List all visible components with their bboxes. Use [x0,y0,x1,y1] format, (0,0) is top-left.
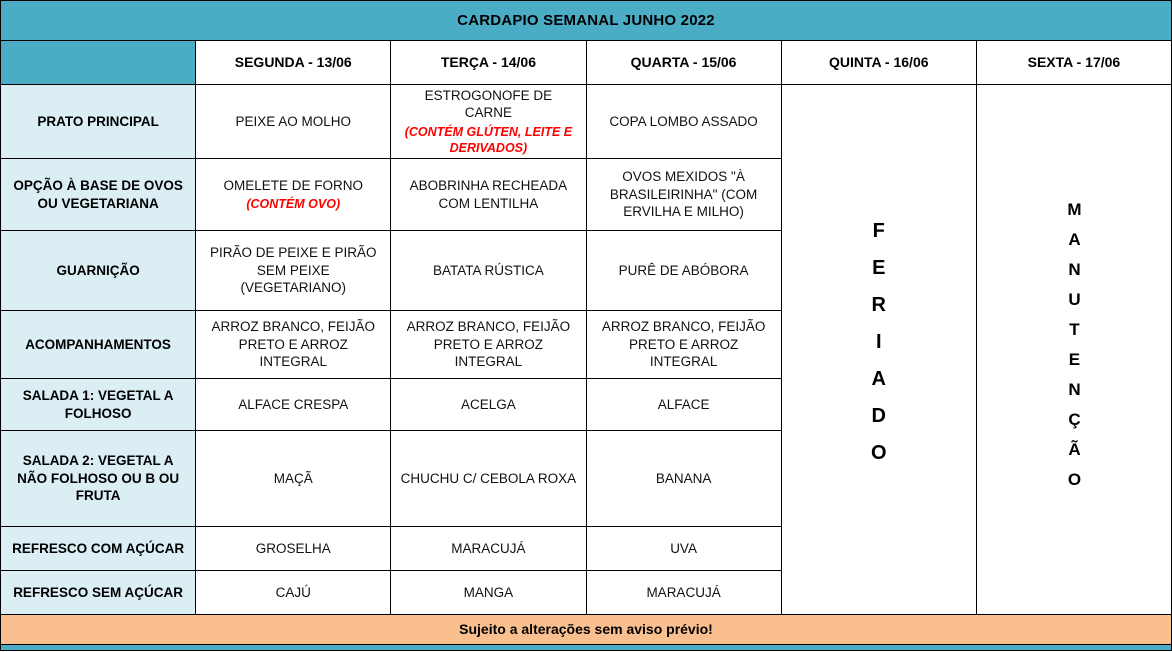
menu-title: CARDAPIO SEMANAL JUNHO 2022 [1,1,1171,40]
cell-refresco-sem-terca: MANGA [391,571,585,614]
cell-opcao-terca: ABOBRINHA RECHEADA COM LENTILHA [391,159,585,230]
dish-name: OMELETE DE FORNO [223,177,363,193]
row-label-acompanhamentos: ACOMPANHAMENTOS [1,311,195,378]
cell-refresco-sem-segunda: CAJÚ [196,571,390,614]
manutencao-vertical-text: MANUTENÇÃO [1064,199,1084,500]
row-label-refresco-com-acucar: REFRESCO COM AÇÚCAR [1,527,195,570]
cell-salada1-terca: ACELGA [391,379,585,430]
cell-refresco-com-terca: MARACUJÁ [391,527,585,570]
feriado-vertical-text: FERIADO [867,220,890,479]
cell-guarnicao-quarta: PURÊ DE ABÓBORA [587,231,781,310]
column-header-sexta: SEXTA - 17/06 [977,41,1171,84]
cell-opcao-quarta: OVOS MEXIDOS "À BRASILEIRINHA" (COM ERVILHA E MILHO) [587,159,781,230]
quinta-feriado-cell [782,85,976,614]
cell-salada1-segunda: ALFACE CRESPA [196,379,390,430]
row-label-guarnicao: GUARNIÇÃO [1,231,195,310]
column-header-quarta: QUARTA - 15/06 [587,41,781,84]
row-label-opcao-ovos-vegetariana: OPÇÃO À BASE DE OVOS OU VEGETARIANA [1,159,195,230]
column-header-segunda: SEGUNDA - 13/06 [196,41,390,84]
cell-salada2-segunda: MAÇÃ [196,431,390,526]
cell-opcao-segunda [196,159,390,230]
corner-cell [1,41,195,84]
cell-salada2-terca: CHUCHU C/ CEBOLA ROXA [391,431,585,526]
allergen-note: (CONTÉM OVO) [246,197,341,212]
row-label-salada-2: SALADA 2: VEGETAL A NÃO FOLHOSO OU B OU FRUTA [1,431,195,526]
cell-refresco-com-quarta: UVA [587,527,781,570]
cell-prato-principal-quarta: COPA LOMBO ASSADO [587,85,781,158]
cell-guarnicao-terca: BATATA RÚSTICA [391,231,585,310]
cell-refresco-sem-quarta: MARACUJÁ [587,571,781,614]
cell-prato-principal-segunda: PEIXE AO MOLHO [196,85,390,158]
row-label-prato-principal: PRATO PRINCIPAL [1,85,195,158]
cell-acompanhamentos-terca: ARROZ BRANCO, FEIJÃO PRETO E ARROZ INTEGRAL [391,311,585,378]
row-label-refresco-sem-acucar: REFRESCO SEM AÇÚCAR [1,571,195,614]
row-label-salada-1: SALADA 1: VEGETAL A FOLHOSO [1,379,195,430]
cell-salada1-quarta: ALFACE [587,379,781,430]
disclaimer-footer: Sujeito a alterações sem aviso prévio! [1,615,1171,644]
cell-acompanhamentos-quarta: ARROZ BRANCO, FEIJÃO PRETO E ARROZ INTEGRAL [587,311,781,378]
cell-prato-principal-terca [391,85,585,158]
cell-refresco-com-segunda: GROSELHA [196,527,390,570]
column-header-terca: TERÇA - 14/06 [391,41,585,84]
cell-salada2-quarta: BANANA [587,431,781,526]
bottom-strip [1,645,1171,650]
sexta-manutencao-cell [977,85,1171,614]
cell-guarnicao-segunda: PIRÃO DE PEIXE E PIRÃO SEM PEIXE (VEGETARIANO) [196,231,390,310]
column-header-quinta: QUINTA - 16/06 [782,41,976,84]
dish-name: ESTROGONOFE DE CARNE [424,87,553,121]
allergen-note: (CONTÉM GLÚTEN, LEITE E DERIVADOS) [404,124,573,156]
cell-acompanhamentos-segunda: ARROZ BRANCO, FEIJÃO PRETO E ARROZ INTEGRAL [196,311,390,378]
